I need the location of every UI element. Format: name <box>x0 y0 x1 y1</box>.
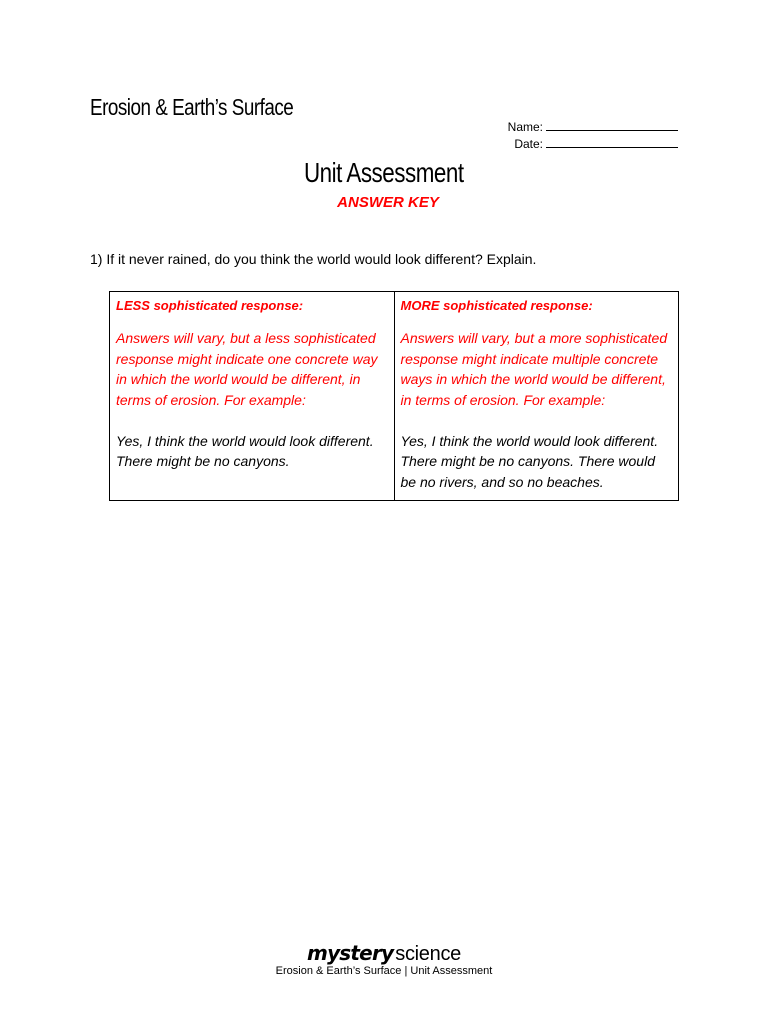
date-row <box>508 136 678 153</box>
name-blank-line <box>546 120 678 131</box>
footer-caption: Erosion & Earth’s Surface | Unit Assessment <box>275 965 493 977</box>
unit-title-text: Unit Assessment <box>304 157 464 188</box>
mystery-science-logo <box>307 942 461 965</box>
more-sophisticated-heading: MORE sophisticated response: <box>400 298 593 313</box>
date-label: Date: <box>514 136 543 151</box>
table-row <box>110 292 679 501</box>
logo-science-text: science <box>395 943 461 965</box>
name-row <box>508 119 678 136</box>
answer-key-label: ANSWER KEY <box>337 194 439 211</box>
more-sophisticated-example: Yes, I think the world would look different. There might be no canyons. There would be no rivers, and so no beaches. <box>400 432 659 490</box>
less-sophisticated-heading: LESS sophisticated response: <box>116 298 304 313</box>
name-label: Name: <box>507 120 543 134</box>
more-sophisticated-description: Answers will vary, but a more sophisticated response might indicate multiple concrete ways in which the world would be different, in terms of erosion. For example: <box>400 330 668 408</box>
document-title: Erosion & Earth’s Surface <box>90 94 294 120</box>
logo-mystery-text: mystery <box>307 941 394 965</box>
date-blank-line <box>546 137 678 148</box>
unit-title <box>0 157 768 189</box>
less-sophisticated-example: Yes, I think the world would look different. There might be no canyons. <box>116 432 374 469</box>
question-1: 1) If it never rained, do you think the world would look different? Explain. <box>90 251 537 267</box>
responses-table <box>109 291 679 501</box>
less-sophisticated-cell <box>110 292 395 501</box>
name-date-block <box>508 119 678 152</box>
footer <box>0 942 768 977</box>
less-sophisticated-description: Answers will vary, but a less sophisticated response might indicate one concrete way in which the world would be different, in terms of erosion. For example: <box>116 330 378 408</box>
more-sophisticated-cell <box>394 292 679 501</box>
